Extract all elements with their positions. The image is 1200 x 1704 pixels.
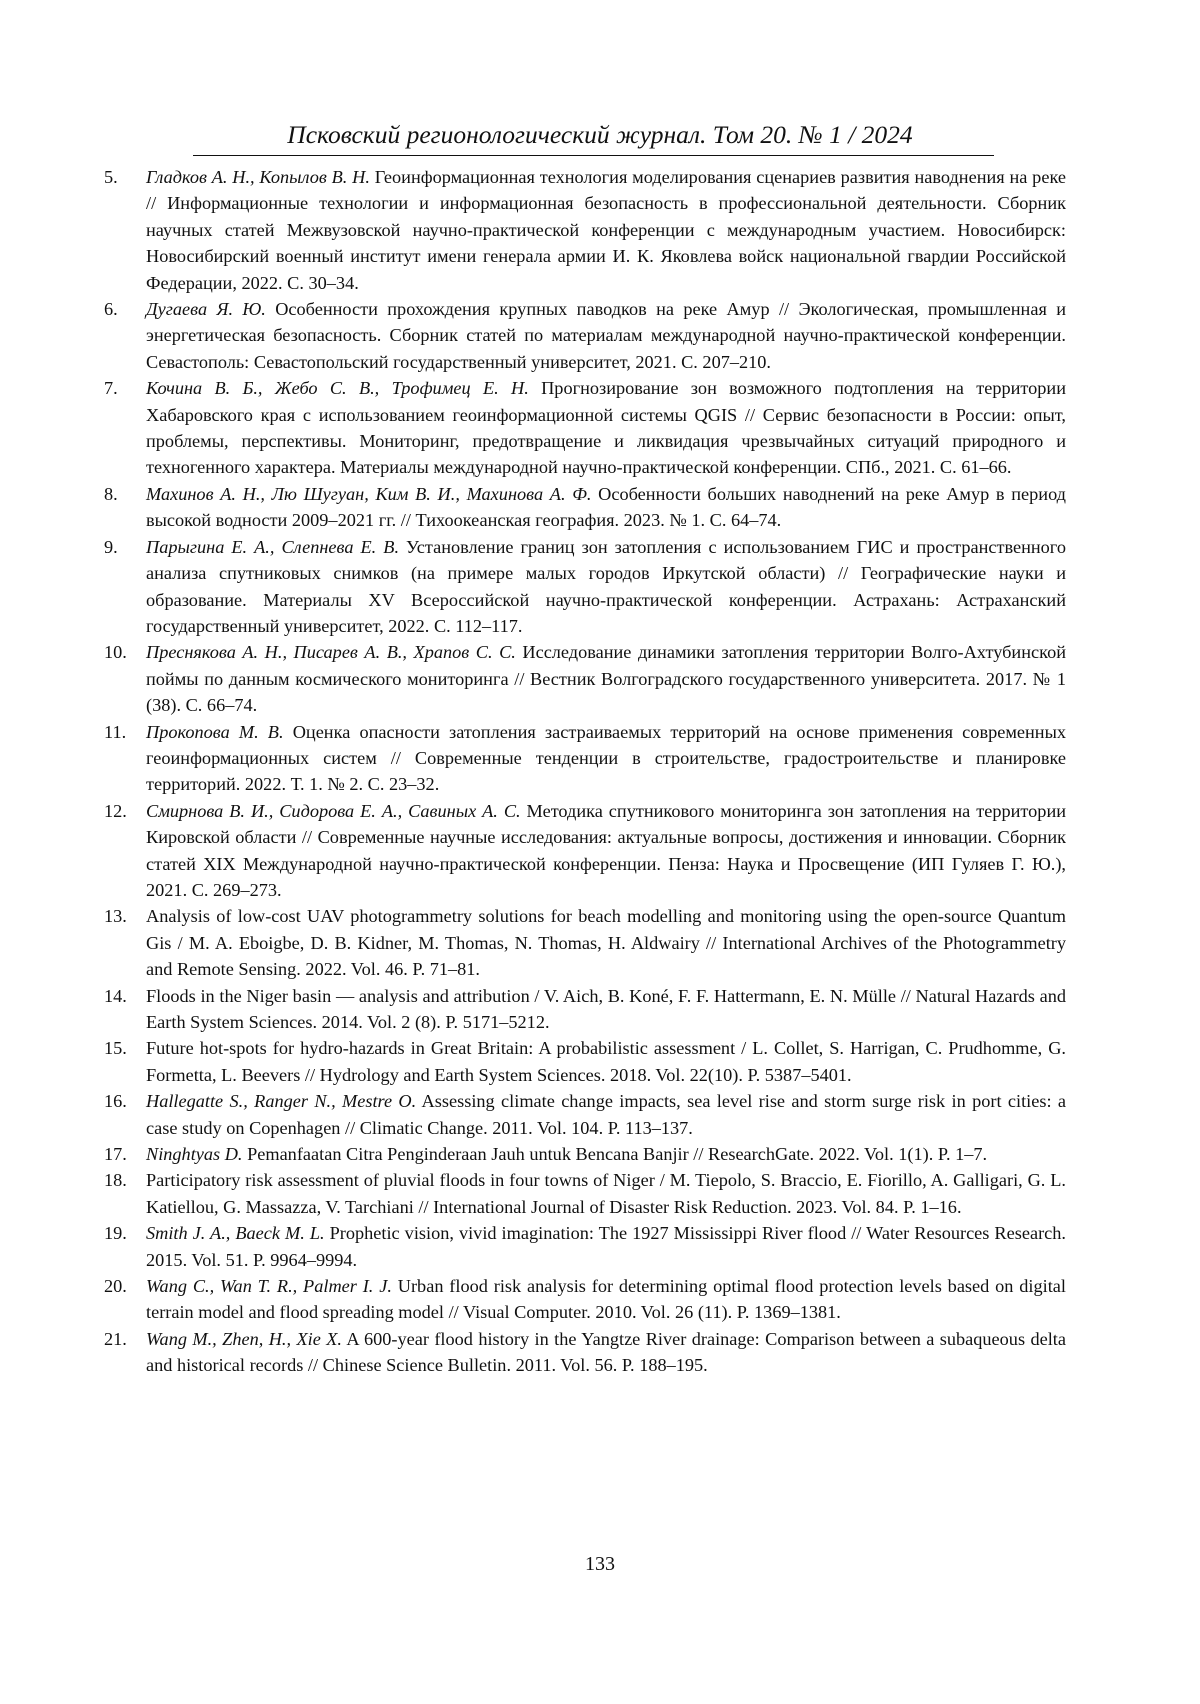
reference-item <box>104 296 1066 375</box>
reference-number: 8. <box>104 481 118 507</box>
reference-number: 15. <box>104 1035 127 1061</box>
reference-text: Методика спутникового мониторинга зон затопления на территории Кировской области // Современные научные исследования: актуальные вопросы, достижения и инновации. Сборник статей XIX Международной научно-практической конференции. Пенза: Наука и Просвещение (ИП Гуляев Г. Ю.), 2021. С. 269–273. <box>146 801 1066 900</box>
reference-text: Future hot-spots for hydro-hazards in Great Britain: A probabilistic assessment / L. Collet, S. Harrigan, C. Prudhomme, G. Formetta, L. Beevers // Hydrology and Earth System Sciences. 2018. Vol. 22(10). P. 5387–5401. <box>146 1038 1066 1084</box>
reference-text: Исследование динамики затопления территории Волго-Ахтубинской поймы по данным космического мониторинга // Вестник Волгоградского государственного университета. 2017. № 1 (38). С. 66–74. <box>146 642 1066 715</box>
reference-item <box>104 1220 1066 1273</box>
reference-item <box>104 1141 1066 1167</box>
reference-item <box>104 903 1066 982</box>
reference-text: Геоинформационная технология моделирования сценариев развития наводнения на реке // Информационные технологии и информационная безопасность в профессиональной деятельности. Сборник научных статей Межвузовской научно-практической конференции с международным участием. Новосибирск: Новосибирский военный институт имени генерала армии И. К. Яковлева войск национальной гвардии Российской Федерации, 2022. С. 30–34. <box>146 167 1066 293</box>
reference-authors: Гладков А. Н., Копылов В. Н. <box>146 167 370 187</box>
reference-authors: Hallegatte S., Ranger N., Mestre O. <box>146 1091 416 1111</box>
reference-text: Прогнозирование зон возможного подтопления на территории Хабаровского края с использованием геоинформационной системы QGIS // Сервис безопасности в России: опыт, проблемы, перспективы. Мониторинг, предотвращение и ликвидация чрезвычайных ситуаций природного и техногенного характера. Материалы международной научно-практической конференции. СПб., 2021. С. 61–66. <box>146 378 1066 477</box>
reference-number: 11. <box>104 719 126 745</box>
reference-text: Floods in the Niger basin — analysis and attribution / V. Aich, B. Koné, F. F. Hattermann, E. N. Mülle // Natural Hazards and Earth System Sciences. 2014. Vol. 2 (8). P. 5171–5212. <box>146 986 1066 1032</box>
reference-authors: Кочина В. Б., Жебо С. В., Трофимец Е. Н. <box>146 378 529 398</box>
reference-authors: Парыгина Е. А., Слепнева Е. В. <box>146 537 399 557</box>
reference-authors: Wang M., Zhen, H., Xie X. <box>146 1329 342 1349</box>
reference-authors: Дугаева Я. Ю. <box>146 299 266 319</box>
reference-text: Особенности больших наводнений на реке Амур в период высокой водности 2009–2021 гг. // Тихоокеанская география. 2023. № 1. С. 64–74. <box>146 484 1066 530</box>
page-number: 133 <box>0 1552 1200 1576</box>
reference-number: 17. <box>104 1141 127 1167</box>
reference-authors: Смирнова В. И., Сидорова Е. А., Савиных А. С. <box>146 801 521 821</box>
reference-number: 9. <box>104 534 118 560</box>
reference-text: Urban flood risk analysis for determining optimal flood protection levels based on digital terrain model and flood spreading model // Visual Computer. 2010. Vol. 26 (11). P. 1369–1381. <box>146 1276 1066 1322</box>
reference-item <box>104 164 1066 296</box>
reference-number: 21. <box>104 1326 127 1352</box>
reference-number: 12. <box>104 798 127 824</box>
reference-number: 6. <box>104 296 118 322</box>
reference-item <box>104 1035 1066 1088</box>
reference-number: 7. <box>104 375 118 401</box>
reference-number: 14. <box>104 983 127 1009</box>
reference-number: 19. <box>104 1220 127 1246</box>
header-divider <box>193 155 994 156</box>
reference-item <box>104 719 1066 798</box>
reference-number: 20. <box>104 1273 127 1299</box>
reference-number: 5. <box>104 164 118 190</box>
reference-authors: Smith J. A., Baeck M. L. <box>146 1223 325 1243</box>
reference-text: Assessing climate change impacts, sea level rise and storm surge risk in port cities: a case study on Copenhagen // Climatic Change. 2011. Vol. 104. P. 113–137. <box>146 1091 1066 1137</box>
reference-text: Pemanfaatan Citra Penginderaan Jauh untuk Bencana Banjir // ResearchGate. 2022. Vol. 1(1). P. 1–7. <box>243 1144 988 1164</box>
reference-item <box>104 798 1066 904</box>
reference-number: 10. <box>104 639 127 665</box>
reference-item <box>104 1088 1066 1141</box>
reference-text: Participatory risk assessment of pluvial floods in four towns of Niger / M. Tiepolo, S. Braccio, E. Fiorillo, A. Galligari, G. L. Katiellou, G. Massazza, V. Tarchiani // International Journal of Disaster Risk Reduction. 2023. Vol. 84. P. 1–16. <box>146 1170 1066 1216</box>
reference-item <box>104 534 1066 640</box>
reference-authors: Преснякова А. Н., Писарев А. В., Храпов С. С. <box>146 642 516 662</box>
reference-list <box>104 164 1066 1379</box>
reference-item <box>104 1167 1066 1220</box>
reference-item <box>104 639 1066 718</box>
reference-item <box>104 375 1066 481</box>
reference-text: Особенности прохождения крупных паводков на реке Амур // Экологическая, промышленная и энергетическая безопасность. Сборник статей по материалам международной научно-практической конференции. Севастополь: Севастопольский государственный университет, 2021. С. 207–210. <box>146 299 1066 372</box>
reference-text: Analysis of low-cost UAV photogrammetry solutions for beach modelling and monitoring using the open-source Quantum Gis / M. A. Eboigbe, D. B. Kidner, M. Thomas, N. Thomas, H. Aldwairy // International Archives of the Photogrammetry and Remote Sensing. 2022. Vol. 46. P. 71–81. <box>146 906 1066 979</box>
reference-authors: Ninghtyas D. <box>146 1144 243 1164</box>
reference-authors: Прокопова М. В. <box>146 722 284 742</box>
reference-item <box>104 481 1066 534</box>
reference-authors: Махинов А. Н., Лю Шугуан, Ким В. И., Махинова А. Ф. <box>146 484 591 504</box>
reference-number: 16. <box>104 1088 127 1114</box>
reference-number: 13. <box>104 903 127 929</box>
reference-authors: Wang C., Wan T. R., Palmer I. J. <box>146 1276 392 1296</box>
reference-item <box>104 1273 1066 1326</box>
reference-text: Оценка опасности затопления застраиваемых территорий на основе применения современных геоинформационных систем // Современные тенденции в строительстве, градостроительстве и планировке территорий. 2022. Т. 1. № 2. С. 23–32. <box>146 722 1066 795</box>
reference-item <box>104 1326 1066 1379</box>
reference-item <box>104 983 1066 1036</box>
journal-header-title: Псковский регионологический журнал. Том 20. № 1 / 2024 <box>0 120 1200 150</box>
reference-text: Prophetic vision, vivid imagination: The 1927 Mississippi River flood // Water Resources Research. 2015. Vol. 51. P. 9964–9994. <box>146 1223 1066 1269</box>
reference-text: Установление границ зон затопления с использованием ГИС и пространственного анализа спутниковых снимков (на примере малых городов Иркутской области) // Географические науки и образование. Материалы XV Всероссийской научно-практической конференции. Астрахань: Астраханский государственный университет, 2022. С. 112–117. <box>146 537 1066 636</box>
reference-number: 18. <box>104 1167 127 1193</box>
reference-text: A 600-year flood history in the Yangtze River drainage: Comparison between a subaqueous delta and historical records // Chinese Science Bulletin. 2011. Vol. 56. P. 188–195. <box>146 1329 1066 1375</box>
